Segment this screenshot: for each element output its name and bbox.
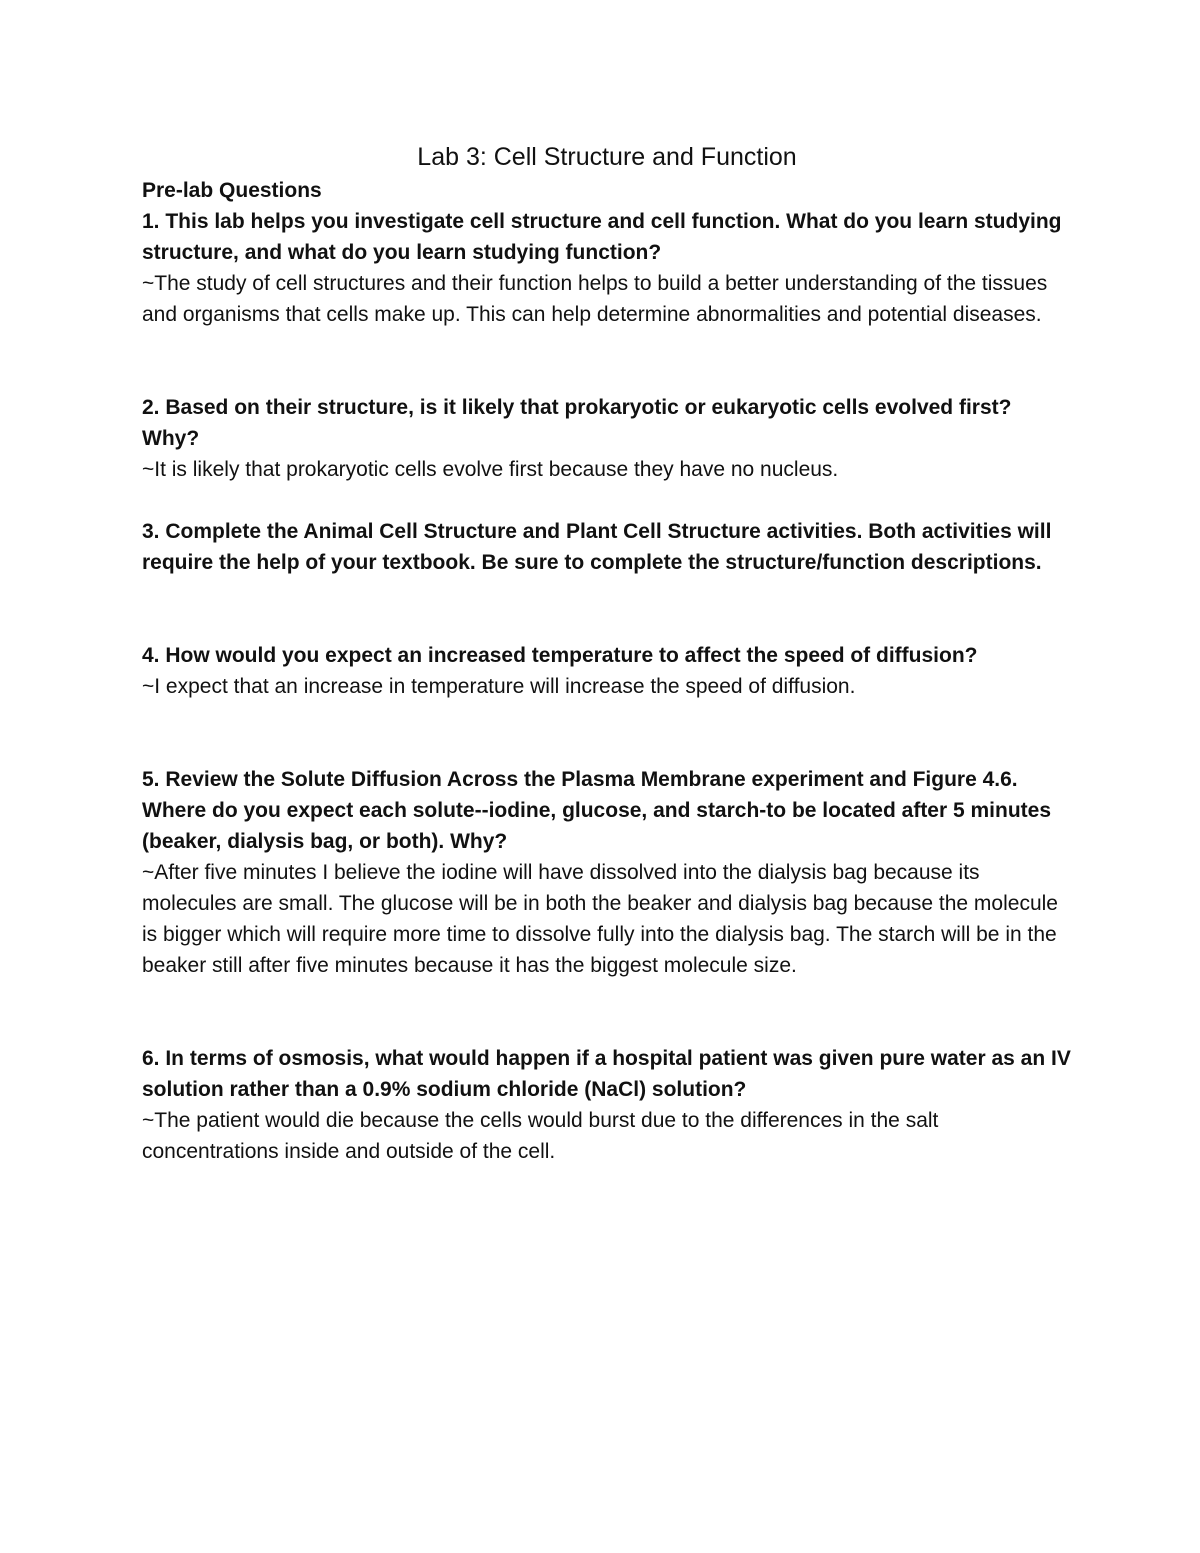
answer-text: ~It is likely that prokaryotic cells evolve first because they have no nucleus. [142,458,839,481]
question-block-5 [142,764,1072,981]
question-block-3 [142,516,1072,578]
answer-text: ~The study of cell structures and their function helps to build a better understanding of the tissues and organisms that cells make up. This can help determine abnormalities and potential diseases. [142,272,1048,326]
question-block-2 [142,392,1072,485]
question-text: 2. Based on their structure, is it likely that prokaryotic or eukaryotic cells evolved first? Why? [142,396,1012,450]
question-block-1 [142,206,1072,330]
document-title: Lab 3: Cell Structure and Function [417,143,797,171]
answer-text: ~After five minutes I believe the iodine will have dissolved into the dialysis bag because its molecules are small. The glucose will be in both the beaker and dialysis bag because the molecule is bigger which will require more time to dissolve fully into the dialysis bag. The starch will be in the beaker still after five minutes because it has the biggest molecule size. [142,861,1058,977]
question-text: 6. In terms of osmosis, what would happen if a hospital patient was given pure water as an IV solution rather than a 0.9% sodium chloride (NaCl) solution? [142,1047,1071,1101]
question-block-4 [142,640,1072,702]
question-text: 4. How would you expect an increased temperature to affect the speed of diffusion? [142,644,978,667]
question-block-6 [142,1043,1072,1167]
document-content [142,141,1072,1167]
question-text: 3. Complete the Animal Cell Structure and Plant Cell Structure activities. Both activities will require the help of your textbook. Be sure to complete the structure/function descriptions. [142,520,1052,574]
answer-text: ~I expect that an increase in temperature will increase the speed of diffusion. [142,675,856,698]
question-text: 5. Review the Solute Diffusion Across the Plasma Membrane experiment and Figure 4.6. Where do you expect each solute--iodine, glucose, and starch-to be located after 5 minutes (beaker, dialysis bag, or both). Why? [142,768,1052,853]
section-heading: Pre-lab Questions [142,179,322,202]
question-text: 1. This lab helps you investigate cell structure and cell function. What do you learn studying structure, and what do you learn studying function? [142,210,1062,264]
answer-text: ~The patient would die because the cells would burst due to the differences in the salt concentrations inside and outside of the cell. [142,1109,939,1163]
